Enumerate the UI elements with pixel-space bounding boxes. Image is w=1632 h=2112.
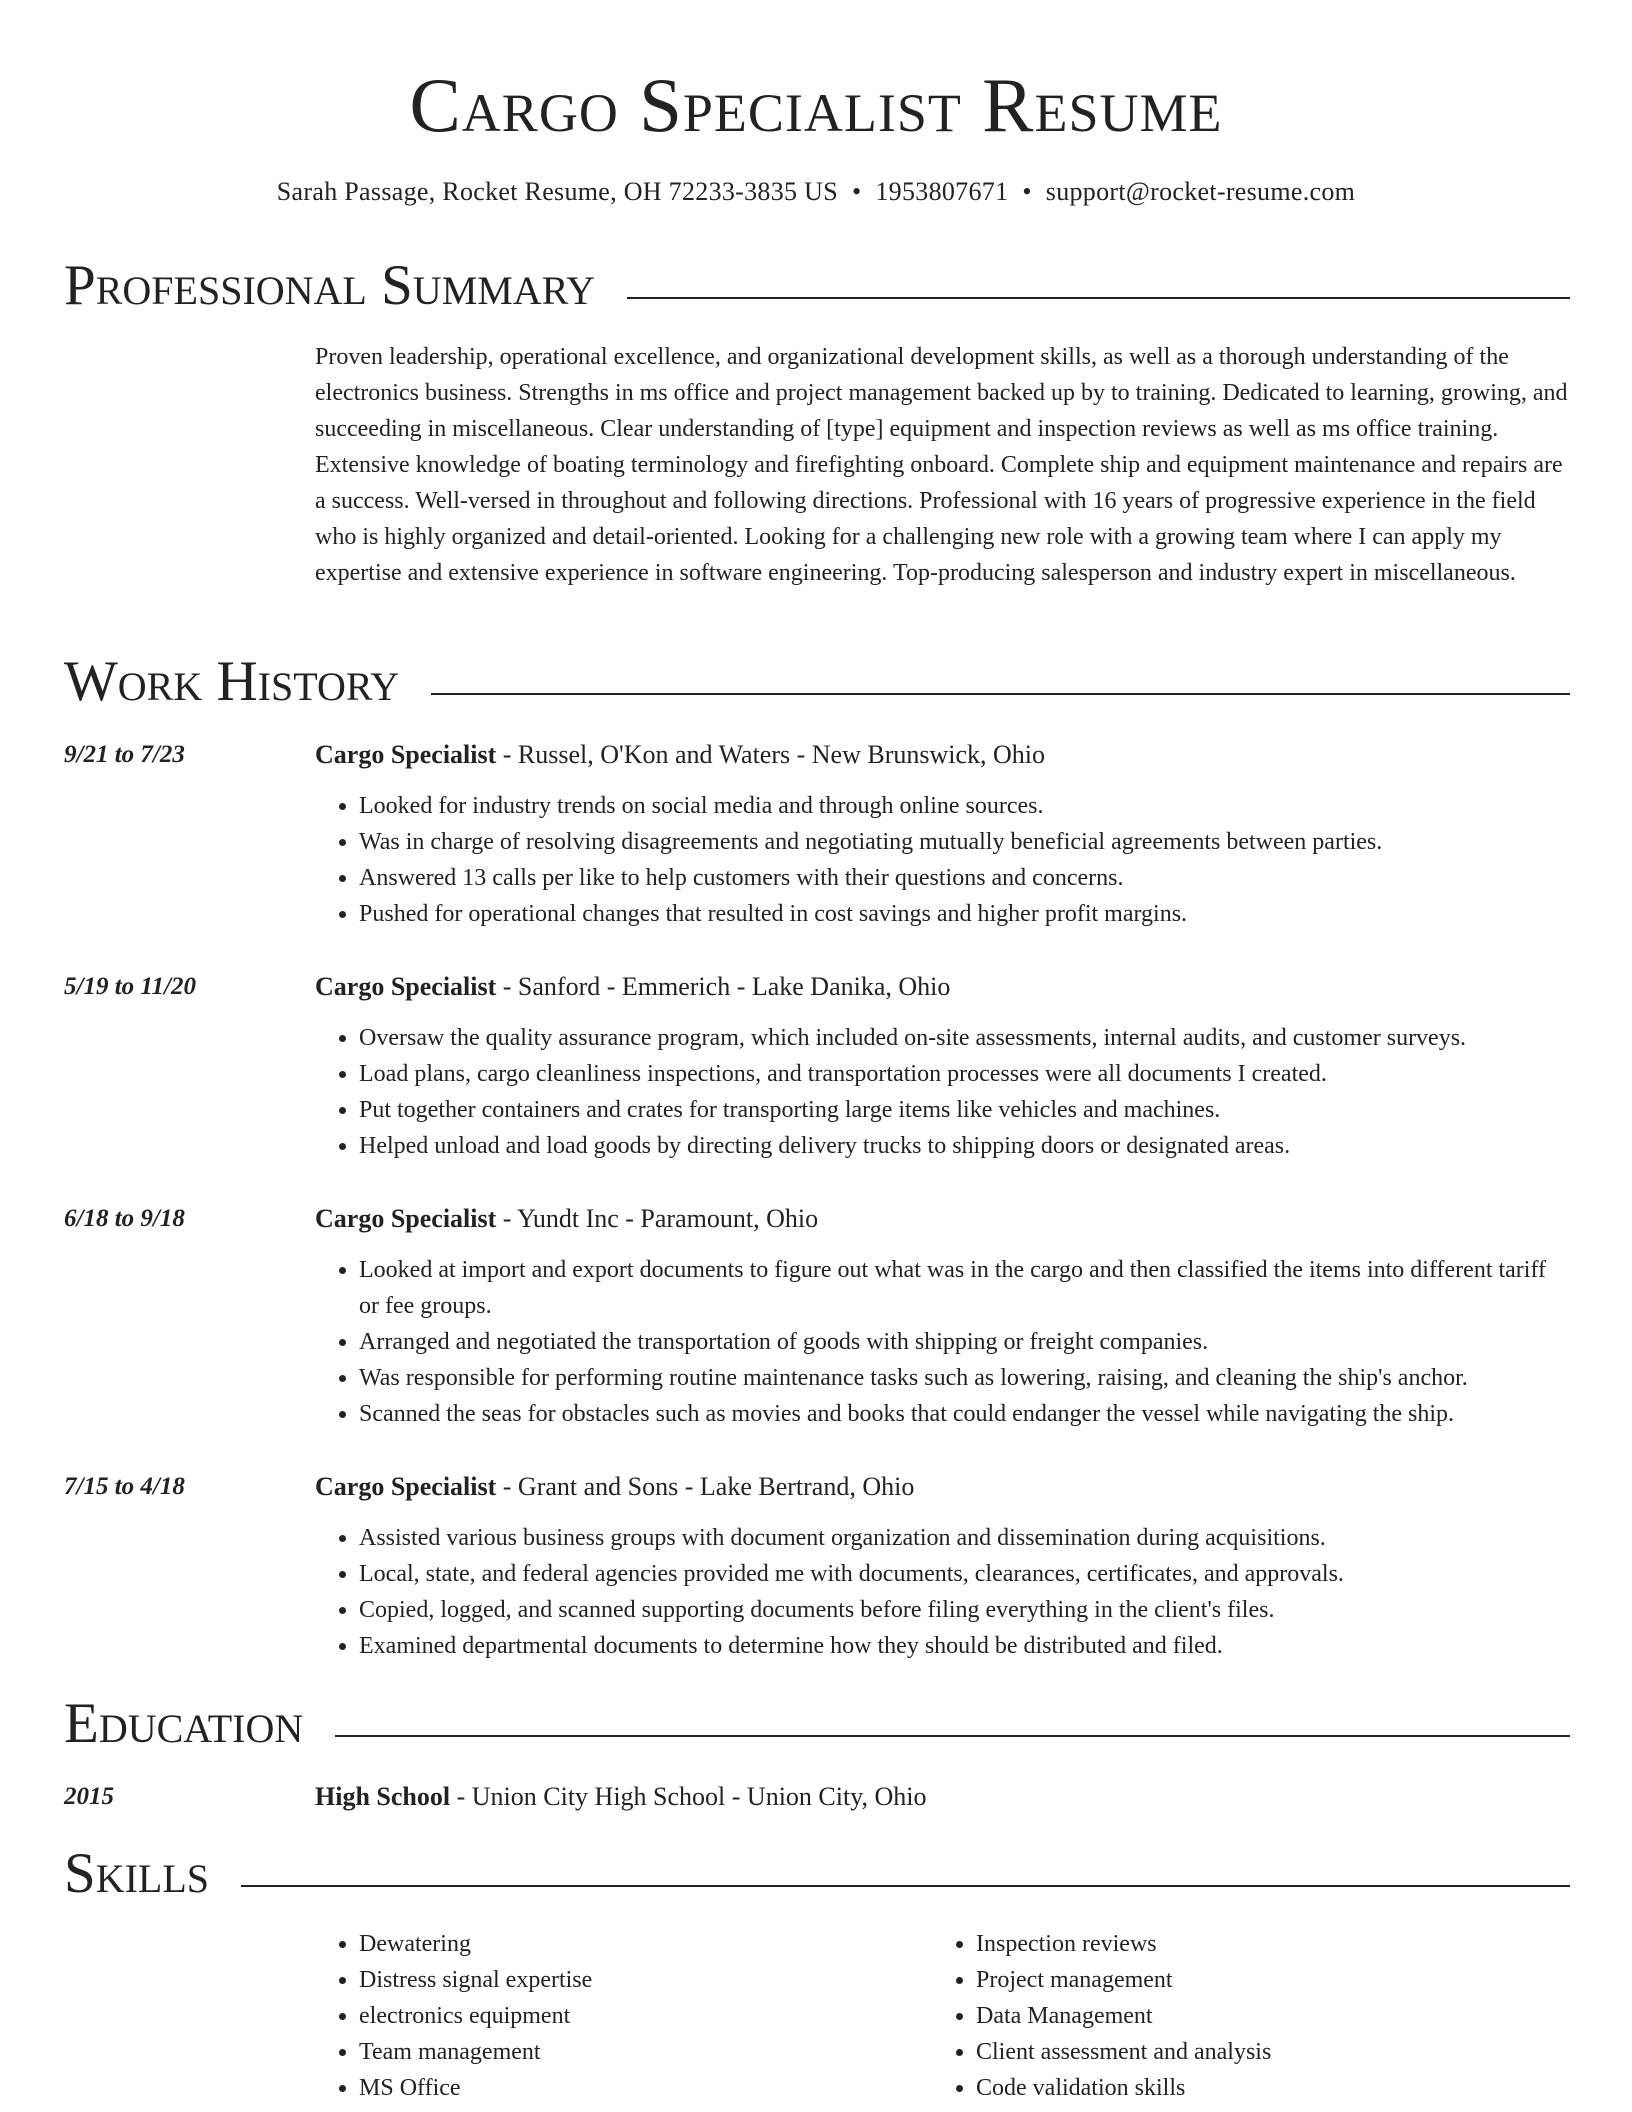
contact-line — [0, 175, 1632, 209]
education-date: 2015 — [64, 1783, 114, 1810]
summary-text: Proven leadership, operational excellence, and organizational development skills, as well as a thorough understanding of the electronics business. Strengths in ms office and project management backed up by to training. Dedicated to learning, growing, and succeeding in miscellaneous. Clear understanding of [type] equipment and inspection reviews as well as ms office training. Extensive knowledge of boating terminology and firefighting onboard. Complete ship and equipment maintenance and repairs are a success. Well-versed in throughout and following directions. Professional with 16 years of progressive experience in the field who is highly organized and detail-oriented. Looking for a challenging new role with a growing team where I can apply my expertise and extensive experience in software engineering. Top-producing salesperson and industry expert in miscellaneous. — [315, 344, 1568, 586]
job-bullet: • Examined departmental documents to determine how they should be distributed and filed. — [359, 1628, 1570, 1664]
section-title-work: Work History — [64, 649, 431, 715]
section-title-summary: Professional Summary — [64, 253, 627, 319]
skill-item: • Data Management — [976, 1998, 1576, 2034]
job-role: Cargo Specialist — [315, 1472, 497, 1501]
job-bullet: • Local, state, and federal agencies provided me with documents, clearances, certificates, and approvals. — [359, 1556, 1570, 1592]
job-bullet: • Arranged and negotiated the transportation of goods with shipping or freight companies. — [359, 1324, 1570, 1360]
contact-email[interactable]: support@rocket-resume.com — [1045, 177, 1356, 206]
job-role: Cargo Specialist — [315, 972, 497, 1001]
skill-item: • Inspection reviews — [976, 1926, 1576, 1962]
education-degree: High School — [315, 1782, 451, 1811]
job-bullet: • Copied, logged, and scanned supporting documents before filing everything in the client's files. — [359, 1592, 1570, 1628]
job-company: - Yundt Inc - Paramount, Ohio — [496, 1204, 819, 1233]
job-bullets — [315, 788, 1570, 932]
job-bullet: • Was responsible for performing routine maintenance tasks such as lowering, raising, and cleaning the ship's anchor. — [359, 1360, 1570, 1396]
job-heading — [315, 970, 950, 1004]
job-bullet: • Scanned the seas for obstacles such as movies and books that could endanger the vessel while navigating the ship. — [359, 1396, 1570, 1432]
job-bullet: • Assisted various business groups with document organization and dissemination during acquisitions. — [359, 1520, 1570, 1556]
job-date: 9/21 to 7/23 — [64, 741, 185, 768]
job-role: Cargo Specialist — [315, 740, 497, 769]
job-bullet: • Pushed for operational changes that resulted in cost savings and higher profit margins. — [359, 896, 1570, 932]
job-bullet: • Helped unload and load goods by directing delivery trucks to shipping doors or designated areas. — [359, 1128, 1570, 1164]
skills-list-right — [932, 1926, 1576, 2106]
section-heading-work — [64, 649, 1570, 715]
job-role: Cargo Specialist — [315, 1204, 497, 1233]
job-date: 7/15 to 4/18 — [64, 1473, 185, 1500]
job-bullets — [315, 1252, 1570, 1432]
skill-item: • Project management — [976, 1962, 1576, 1998]
job-bullet: • Load plans, cargo cleanliness inspections, and transportation processes were all documents I created. — [359, 1056, 1570, 1092]
skill-item: • Code validation skills — [976, 2070, 1576, 2106]
job-heading — [315, 1470, 914, 1504]
resume-title: Cargo Specialist Resume — [409, 62, 1223, 148]
job-company: - Russel, O'Kon and Waters - New Brunswick, Ohio — [496, 740, 1046, 769]
job-date: 6/18 to 9/18 — [64, 1205, 185, 1232]
job-heading — [315, 1202, 818, 1236]
job-company: - Sanford - Emmerich - Lake Danika, Ohio — [496, 972, 951, 1001]
job-bullets — [315, 1020, 1570, 1164]
contact-phone: 1953807671 — [875, 177, 1009, 206]
skills-list-left — [315, 1926, 919, 2106]
skill-item: • Team management — [359, 2034, 919, 2070]
section-heading-skills — [64, 1841, 1570, 1907]
skill-item: • MS Office — [359, 2070, 919, 2106]
skill-item: • electronics equipment — [359, 1998, 919, 2034]
contact-address: Sarah Passage, Rocket Resume, OH 72233-3835 US — [276, 177, 838, 206]
job-bullet: • Looked for industry trends on social media and through online sources. — [359, 788, 1570, 824]
job-date: 5/19 to 11/20 — [64, 973, 196, 1000]
section-title-education: Education — [64, 1691, 335, 1757]
job-company: - Grant and Sons - Lake Bertrand, Ohio — [496, 1472, 915, 1501]
skill-item: • Distress signal expertise — [359, 1962, 919, 1998]
skill-item: • Client assessment and analysis — [976, 2034, 1576, 2070]
education-heading — [315, 1780, 927, 1814]
job-bullet: • Put together containers and crates for transporting large items like vehicles and machines. — [359, 1092, 1570, 1128]
job-bullet: • Looked at import and export documents to figure out what was in the cargo and then classified the items into different tariff or fee groups. — [359, 1252, 1570, 1324]
contact-separator: • — [1022, 177, 1032, 206]
job-heading — [315, 738, 1045, 772]
section-heading-education — [64, 1691, 1570, 1757]
job-bullets — [315, 1520, 1570, 1664]
skill-item: • Dewatering — [359, 1926, 919, 1962]
section-heading-summary — [64, 253, 1570, 319]
job-bullet: • Oversaw the quality assurance program, which included on-site assessments, internal audits, and customer surveys. — [359, 1020, 1570, 1056]
section-divider — [64, 1885, 1570, 1887]
job-bullet: • Answered 13 calls per like to help customers with their questions and concerns. — [359, 860, 1570, 896]
job-bullet: • Was in charge of resolving disagreements and negotiating mutually beneficial agreements between parties. — [359, 824, 1570, 860]
section-title-skills: Skills — [64, 1841, 241, 1907]
contact-separator: • — [851, 177, 862, 206]
education-school: - Union City High School - Union City, Ohio — [450, 1782, 927, 1811]
